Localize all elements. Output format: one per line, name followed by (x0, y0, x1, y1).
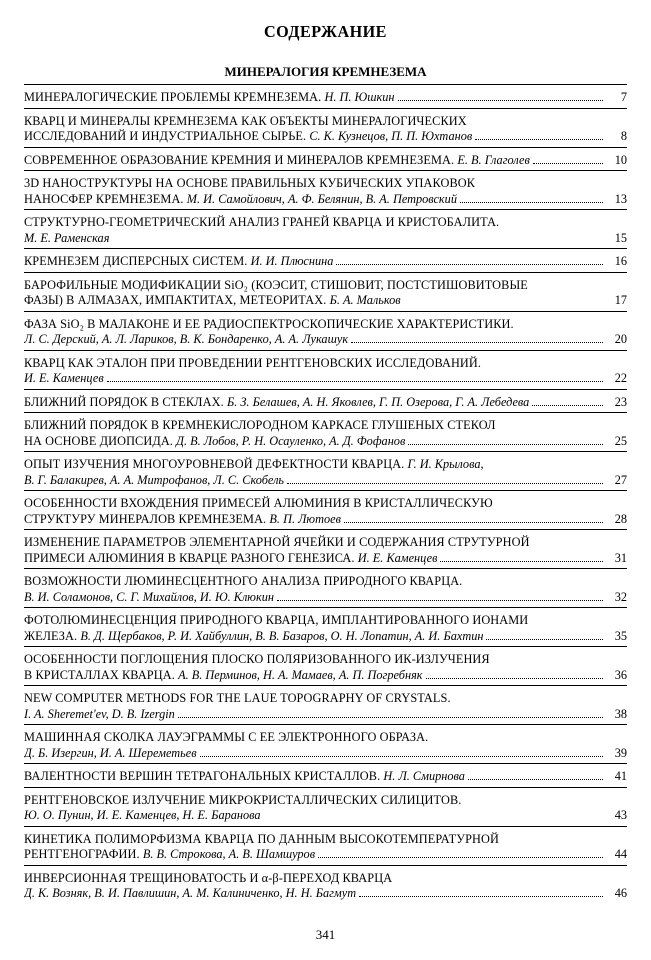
entry-page-number: 8 (620, 129, 627, 143)
entry-title-text: КИНЕТИКА ПОЛИМОРФИЗМА КВАРЦА ПО ДАННЫМ ВЫСОКОТЕМПЕРАТУРНОЙ (24, 831, 499, 846)
toc-entry (24, 529, 627, 568)
toc-entry-line (24, 192, 627, 208)
entry-authors: Д. В. Лобов, Р. Н. Осауленко, А. Д. Фофанов (176, 433, 406, 448)
dot-leader (318, 857, 603, 858)
entry-title-text: НАНОСФЕР КРЕМНЕЗЕМА. (24, 191, 187, 206)
entry-page-number: 46 (614, 886, 627, 900)
dot-leader (460, 202, 603, 203)
entry-page-number: 7 (620, 90, 627, 104)
entry-authors: В. В. Строкова, А. В. Шамшуров (142, 847, 316, 861)
entry-title-text: КВАРЦ И МИНЕРАЛЫ КРЕМНЕЗЕМА КАК ОБЪЕКТЫ МИНЕРАЛОГИЧЕСКИХ (24, 113, 467, 128)
entry-page-number: 15 (614, 230, 627, 245)
dot-leader (359, 896, 603, 897)
entry-page-number: 41 (614, 769, 627, 783)
entry-title-text: КВАРЦ КАК ЭТАЛОН ПРИ ПРОВЕДЕНИИ РЕНТГЕНОВСКИХ ИССЛЕДОВАНИЙ. (24, 355, 482, 370)
toc-entry-line (24, 293, 627, 309)
dot-leader (178, 717, 603, 718)
entry-page-number: 25 (614, 433, 627, 448)
entry-page-number: 43 (614, 808, 627, 822)
dot-leader (408, 444, 603, 445)
dot-leader (440, 561, 603, 562)
entry-authors: Д. К. Возняк, В. И. Павлишин, А. М. Калиниченко, Н. Н. Багмут (24, 886, 357, 900)
toc-entry (24, 350, 627, 389)
table-of-contents (24, 84, 627, 904)
toc-entry-line (24, 356, 627, 372)
entry-title-text: NEW COMPUTER METHODS FOR THE LAUE TOPOGRAPHY OF CRYSTALS. (24, 691, 451, 705)
dot-leader (475, 139, 603, 140)
entry-authors: С. К. Кузнецов, П. П. Юхтанов (309, 129, 473, 143)
section-heading: МИНЕРАЛОГИЯ КРЕМНЕЗЕМА (224, 64, 427, 79)
dot-leader (486, 639, 603, 640)
entry-page-number: 16 (614, 254, 627, 268)
toc-entry (24, 568, 627, 607)
toc-entry-line (24, 746, 627, 762)
entry-title-text: МАШИННАЯ СКОЛКА ЛАУЭГРАММЫ С ЕЕ ЭЛЕКТРОННОГО ОБРАЗА. (24, 730, 429, 744)
toc-entry-line (24, 434, 627, 450)
entry-authors: Н. Л. Смирнова (383, 769, 465, 783)
entry-title-text: В КРИСТАЛЛАХ КВАРЦА. (24, 667, 179, 682)
entry-page-number: 10 (614, 152, 627, 167)
toc-entry-line (24, 574, 627, 590)
entry-authors: Ю. О. Пунин, И. Е. Каменцев, Н. Е. Баранова (24, 808, 261, 822)
entry-page-number: 27 (614, 472, 627, 487)
entry-authors: И. Е. Каменцев (24, 371, 104, 385)
toc-entry-line (24, 769, 627, 785)
toc-entry-line (24, 652, 627, 668)
dot-leader (426, 678, 603, 679)
entry-title-text: ФОТОЛЮМИНЕСЦЕНЦИЯ ПРИРОДНОГО КВАРЦА, ИМПЛАНТИРОВАННОГО ИОНАМИ (24, 613, 529, 627)
dot-leader (277, 600, 603, 601)
toc-entry-line (24, 332, 627, 348)
toc-entry-line (24, 590, 627, 606)
toc-entry-line (24, 871, 627, 887)
toc-entry-line (24, 793, 627, 809)
toc-entry (24, 389, 627, 413)
dot-leader (468, 779, 603, 780)
toc-entry (24, 311, 627, 350)
dot-leader (287, 483, 603, 484)
entry-authors: М. И. Самойлович, А. Ф. Белянин, В. А. Петровский (186, 191, 457, 206)
entry-authors: Д. Б. Изергин, И. А. Шереметьев (24, 745, 197, 760)
entry-title-text: ЖЕЛЕЗА. (24, 628, 81, 643)
toc-entry-line (24, 473, 627, 489)
dot-leader (532, 405, 603, 406)
toc-entry-line (24, 808, 627, 824)
toc-entry-line (24, 457, 627, 473)
toc-entry-line (24, 847, 627, 863)
toc-entry-line (24, 707, 627, 723)
toc-entry-line (24, 668, 627, 684)
entry-title-text: СТРУКТУРНО-ГЕОМЕТРИЧЕСКИЙ АНАЛИЗ ГРАНЕЙ КВАРЦА И КРИСТОБАЛИТА. (24, 215, 500, 229)
entry-title-text: ПРИМЕСИ АЛЮМИНИЯ В КВАРЦЕ РАЗНОГО ГЕНЕЗИСА. (24, 550, 358, 565)
toc-entry (24, 248, 627, 272)
entry-authors: В. Д. Щербаков, Р. И. Хайбуллин, В. В. Базаров, О. Н. Лопатин, А. И. Бахтин (80, 628, 484, 643)
toc-entry (24, 108, 627, 147)
toc-entry-line (24, 114, 627, 130)
entry-title-text: БАРОФИЛЬНЫЕ МОДИФИКАЦИИ SiO₂ (КОЭСИТ, СТИШОВИТ, ПОСТСТИШОВИТОВЫЕ (24, 277, 528, 292)
entry-page-number: 38 (614, 706, 627, 721)
entry-title-text: ОСОБЕННОСТИ ВХОЖДЕНИЯ ПРИМЕСЕЙ АЛЮМИНИЯ В КРИСТАЛЛИЧЕСКУЮ (24, 496, 493, 510)
toc-entry (24, 490, 627, 529)
toc-entry (24, 272, 627, 311)
entry-authors: Е. В. Глаголев (457, 152, 530, 167)
toc-entry-line (24, 613, 627, 629)
toc-entry-line (24, 371, 627, 387)
entry-page-number: 32 (614, 589, 627, 604)
entry-page-number: 35 (614, 628, 627, 643)
toc-entry-line (24, 418, 627, 434)
entry-title-text: РЕНТГЕНОГРАФИИ. (24, 847, 143, 861)
page-title: СОДЕРЖАНИЕ (264, 22, 387, 41)
entry-authors: Н. П. Юшкин (324, 90, 395, 104)
dot-leader (351, 342, 603, 343)
entry-authors: I. A. Sheremet'ev, D. B. Izergin (24, 706, 175, 721)
entry-title-text: ИЗМЕНЕНИЕ ПАРАМЕТРОВ ЭЛЕМЕНТАРНОЙ ЯЧЕЙКИ И СОДЕРЖАНИЯ СТРУТУРНОЙ (24, 535, 530, 549)
entry-title-text: ОСОБЕННОСТИ ПОГЛОЩЕНИЯ ПЛОСКО ПОЛЯРИЗОВАННОГО ИК-ИЗЛУЧЕНИЯ (24, 652, 490, 666)
entry-authors: Б. З. Белашев, А. Н. Яковлев, Г. П. Озерова, Г. А. Лебедева (226, 394, 530, 409)
toc-entry-line (24, 496, 627, 512)
toc-entry-line (24, 512, 627, 528)
entry-authors: В. П. Лютоев (269, 511, 341, 526)
entry-authors: В. Г. Балакирев, А. А. Митрофанов, Л. С. Скобель (24, 472, 285, 487)
entry-authors: А. В. Перминов, Н. А. Мамаев, А. П. Погребняк (178, 667, 423, 682)
entry-page-number: 28 (614, 511, 627, 526)
entry-title-text: ФАЗА SiO₂ В МАЛАКОНЕ И ЕЕ РАДИОСПЕКТРОСКОПИЧЕСКИЕ ХАРАКТЕРИСТИКИ. (24, 316, 514, 331)
toc-entry-line (24, 629, 627, 645)
toc-entry (24, 209, 627, 248)
entry-authors: И. И. Плюснина (250, 254, 334, 268)
entry-title-text: СОВРЕМЕННОЕ ОБРАЗОВАНИЕ КРЕМНИЯ И МИНЕРАЛОВ КРЕМНЕЗЕМА. (24, 152, 458, 167)
toc-entry-line (24, 254, 627, 270)
toc-entry-line (24, 215, 627, 231)
toc-entry (24, 451, 627, 490)
toc-entry-line (24, 551, 627, 567)
entry-title-text: ФАЗЫ) В АЛМАЗАХ, ИМПАКТИТАХ, МЕТЕОРИТАХ. (24, 293, 330, 307)
toc-entry-line (24, 90, 627, 106)
entry-title-text: СТРУКТУРУ МИНЕРАЛОВ КРЕМНЕЗЕМА. (24, 511, 270, 526)
toc-entry (24, 170, 627, 209)
entry-page-number: 23 (614, 394, 627, 409)
toc-entry-line (24, 535, 627, 551)
entry-title-text: НА ОСНОВЕ ДИОПСИДА. (24, 433, 177, 448)
entry-title-text: КРЕМНЕЗЕМ ДИСПЕРСНЫХ СИСТЕМ. (24, 254, 251, 268)
toc-entry-line (24, 231, 627, 247)
toc-entry-line (24, 691, 627, 707)
entry-title-text: РЕНТГЕНОВСКОЕ ИЗЛУЧЕНИЕ МИКРОКРИСТАЛЛИЧЕСКИХ СИЛИЦИТОВ. (24, 792, 462, 807)
toc-entry-line (24, 832, 627, 848)
dot-leader (398, 100, 603, 101)
entry-authors: Б. А. Мальков (329, 293, 401, 307)
toc-entry-line (24, 278, 627, 294)
toc-entry (24, 763, 627, 787)
toc-entry-line (24, 886, 627, 902)
entry-title-text: БЛИЖНИЙ ПОРЯДОК В КРЕМНЕКИСЛОРОДНОМ КАРКАСЕ ГЛУШЕНЫХ СТЕКОЛ (24, 418, 496, 432)
toc-entry (24, 787, 627, 826)
toc-entry-line (24, 395, 627, 411)
toc-entry (24, 685, 627, 724)
entry-title-text: ВАЛЕНТНОСТИ ВЕРШИН ТЕТРАГОНАЛЬНЫХ КРИСТАЛЛОВ. (24, 769, 384, 783)
entry-authors: М. Е. Раменская (24, 230, 110, 245)
entry-page-number: 17 (614, 293, 627, 307)
toc-entry-line (24, 730, 627, 746)
page-number: 341 (315, 927, 336, 942)
entry-page-number: 13 (614, 191, 627, 206)
entry-page-number: 31 (614, 550, 627, 565)
toc-entry-line (24, 176, 627, 192)
entry-page-number: 44 (614, 847, 627, 861)
toc-entry-line (24, 317, 627, 333)
toc-entry (24, 607, 627, 646)
toc-entry (24, 412, 627, 451)
toc-entry (24, 826, 627, 865)
entry-authors: И. Е. Каменцев (357, 550, 438, 565)
entry-page-number: 20 (614, 332, 627, 346)
dot-leader (200, 756, 603, 757)
entry-page-number: 22 (614, 371, 627, 385)
toc-entry (24, 865, 627, 904)
dot-leader (344, 522, 603, 523)
toc-entry (24, 646, 627, 685)
entry-title-text: ИССЛЕДОВАНИЙ И ИНДУСТРИАЛЬНОЕ СЫРЬЕ. (24, 129, 310, 143)
entry-title-text: БЛИЖНИЙ ПОРЯДОК В СТЕКЛАХ. (24, 394, 227, 409)
entry-authors: Г. И. Крылова, (407, 457, 484, 471)
dot-leader (107, 381, 603, 382)
toc-entry (24, 84, 627, 108)
entry-page-number: 39 (614, 745, 627, 760)
entry-title-text: ОПЫТ ИЗУЧЕНИЯ МНОГОУРОВНЕВОЙ ДЕФЕКТНОСТИ КВАРЦА. (24, 457, 408, 471)
entry-page-number: 36 (614, 667, 627, 682)
toc-entry (24, 147, 627, 171)
entry-authors: В. И. Соламонов, С. Г. Михайлов, И. Ю. Клюкин (24, 589, 274, 604)
entry-title-text: МИНЕРАЛОГИЧЕСКИЕ ПРОБЛЕМЫ КРЕМНЕЗЕМА. (24, 90, 325, 104)
entry-authors: Л. С. Дерский, А. Л. Лариков, В. К. Бондаренко, А. А. Лукашук (24, 332, 349, 346)
toc-entry-line (24, 129, 627, 145)
entry-title-text: ИНВЕРСИОННАЯ ТРЕЩИНОВАТОСТЬ И α-β-ПЕРЕХОД КВАРЦА (24, 870, 393, 885)
dot-leader (533, 163, 603, 164)
toc-entry (24, 724, 627, 763)
toc-entry-line (24, 153, 627, 169)
entry-title-text: ВОЗМОЖНОСТИ ЛЮМИНЕСЦЕНТНОГО АНАЛИЗА ПРИРОДНОГО КВАРЦА. (24, 574, 463, 588)
entry-title-text: 3D НАНОСТРУКТУРЫ НА ОСНОВЕ ПРАВИЛЬНЫХ КУБИЧЕСКИХ УПАКОВОК (24, 176, 476, 190)
dot-leader (336, 264, 603, 265)
